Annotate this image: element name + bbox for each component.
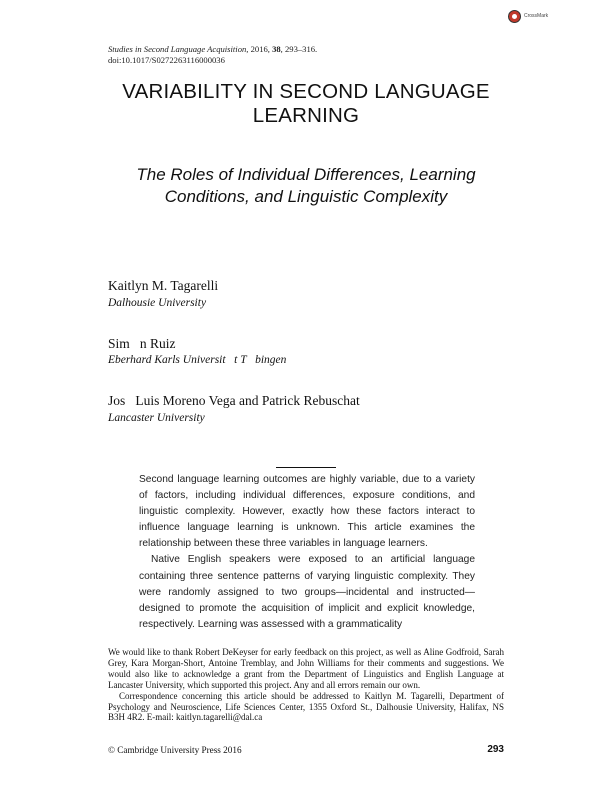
title-line-1: VARIABILITY IN SECOND LANGUAGE (122, 80, 490, 103)
abstract (139, 472, 475, 633)
author-name-3: Jos Luis Moreno Vega and Patrick Rebuschat (108, 393, 360, 408)
footnotes (108, 647, 504, 723)
journal-name: Studies in Second Language Acquisition (108, 44, 247, 54)
volume-number: 38 (272, 44, 281, 54)
subtitle-line-2: Conditions, and Linguistic Complexity (164, 187, 448, 206)
citation-year: , 2016, (246, 44, 273, 54)
journal-citation (108, 44, 317, 66)
page-number: 293 (487, 744, 504, 755)
author-affiliation-3: Lancaster University (108, 412, 205, 424)
abstract-paragraph-2: Native English speakers were exposed to an artificial language containing three sentence patterns of varying linguistic complexity. They were randomly assigned to two groups—incidental and instructed—designed to promote the acquisition of implicit and explicit knowledge, respectively. Learning was assessed with a grammaticality (139, 554, 475, 630)
article-subtitle (60, 164, 552, 208)
crossmark-label: CrossMark (524, 13, 549, 19)
copyright: © Cambridge University Press 2016 (108, 745, 242, 755)
page-range: , 293–316. (280, 44, 318, 54)
article-title (60, 80, 552, 128)
crossmark-icon (508, 10, 521, 23)
author-name-2: Sim n Ruiz (108, 336, 176, 351)
doi: doi:10.1017/S0272263116000036 (108, 55, 225, 65)
subtitle-line-1: The Roles of Individual Differences, Learning (136, 165, 476, 184)
correspondence: Correspondence concerning this article should be addressed to Kaitlyn M. Tagarelli, Department of Psychology and Neuroscience, Life Sciences Center, 1355 Oxford St., Dalhousie University, Halifax, NS B3H 4R2. E-mail: kaitlyn.tagarelli@dal.ca (108, 690, 504, 723)
citation-line (108, 44, 317, 55)
crossmark-badge[interactable] (508, 8, 554, 24)
title-line-2: LEARNING (252, 104, 360, 127)
abstract-paragraph-1: Second language learning outcomes are highly variable, due to a variety of factors, including individual differences, exposure conditions, and linguistic complexity. However, exactly how these factors interact to influence language learning is unknown. This article examines the relationship between these three variables in language learners. (139, 474, 475, 550)
author-affiliation-2: Eberhard Karls Universit t T bingen (108, 354, 287, 366)
acknowledgements: We would like to thank Robert DeKeyser for early feedback on this project, as well as Aline Godfroid, Sarah Grey, Kara Morgan-Short, Antoine Tremblay, and John Williams for their comments and suggestions. We would also like to acknowledge a grant from the Department of Linguistics and English Language at Lancaster University, which supported this project. Any and all errors remain our own. (108, 647, 504, 690)
author-affiliation-1: Dalhousie University (108, 297, 207, 309)
abstract-divider (276, 467, 336, 468)
author-name-1: Kaitlyn M. Tagarelli (108, 278, 219, 293)
